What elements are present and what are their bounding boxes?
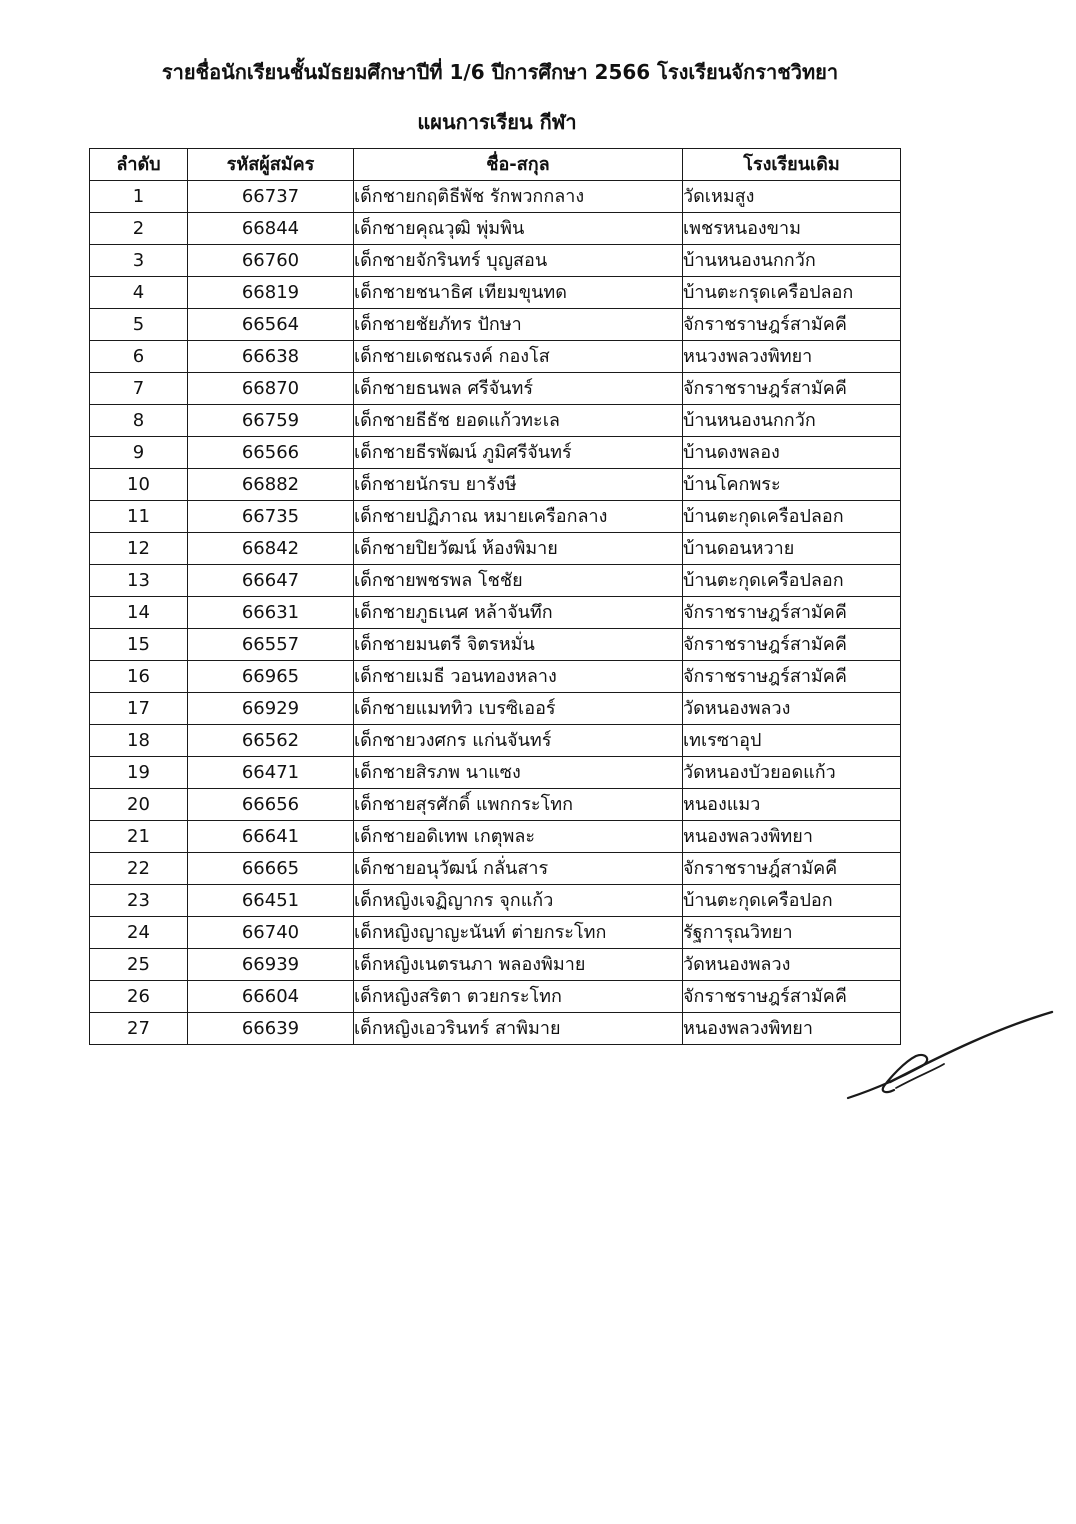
table-row [90,661,901,693]
table-row [90,341,901,373]
cell-no: 18 [90,725,188,757]
cell-applicant-id: 66647 [188,565,354,597]
cell-no: 19 [90,757,188,789]
cell-applicant-id: 66562 [188,725,354,757]
table-row [90,181,901,213]
cell-previous-school: วัดหนองบัวยอดแก้ว [683,757,901,789]
header-full-name: ชื่อ-สกุล [354,149,683,181]
cell-no: 17 [90,693,188,725]
cell-previous-school: เทเรซาอุป [683,725,901,757]
cell-no: 22 [90,853,188,885]
cell-previous-school: บ้านดอนหวาย [683,533,901,565]
table-row [90,597,901,629]
cell-previous-school: จักราชราษฎร์สามัคคี [683,373,901,405]
cell-no: 25 [90,949,188,981]
cell-previous-school: บ้านหนองนกกวัก [683,405,901,437]
cell-full-name: เด็กชายสิรภพ นาแซง [354,757,683,789]
header-applicant-id: รหัสผู้สมัคร [188,149,354,181]
table-row [90,917,901,949]
cell-full-name: เด็กชายภูธเนศ หล้าจันทึก [354,597,683,629]
cell-no: 20 [90,789,188,821]
table-row [90,565,901,597]
cell-no: 21 [90,821,188,853]
table-header-row [90,149,901,181]
table-row [90,725,901,757]
table-row [90,1013,901,1045]
cell-applicant-id: 66639 [188,1013,354,1045]
cell-applicant-id: 66882 [188,469,354,501]
cell-no: 24 [90,917,188,949]
cell-full-name: เด็กชายอดิเทพ เกตุพละ [354,821,683,853]
student-roster-table [89,148,901,1045]
cell-previous-school: รัฐการุณวิทยา [683,917,901,949]
cell-previous-school: บ้านตะกุดเครือปลอก [683,565,901,597]
table-row [90,245,901,277]
cell-no: 23 [90,885,188,917]
cell-previous-school: วัดเหมสูง [683,181,901,213]
cell-no: 9 [90,437,188,469]
table-row [90,885,901,917]
cell-no: 27 [90,1013,188,1045]
table-row [90,309,901,341]
cell-full-name: เด็กชายอนุวัฒน์ กลั่นสาร [354,853,683,885]
cell-applicant-id: 66842 [188,533,354,565]
table-row [90,373,901,405]
cell-full-name: เด็กหญิงสริตา ตวยกระโทก [354,981,683,1013]
cell-no: 2 [90,213,188,245]
cell-previous-school: วัดหนองพลวง [683,693,901,725]
table-body [90,181,901,1045]
cell-full-name: เด็กชายกฤติธีพัช รักพวกกลาง [354,181,683,213]
cell-full-name: เด็กชายปิยวัฒน์ ห้องพิมาย [354,533,683,565]
cell-no: 12 [90,533,188,565]
cell-full-name: เด็กชายเดชณรงค์ กองโส [354,341,683,373]
cell-previous-school: หนองแมว [683,789,901,821]
table-row [90,853,901,885]
cell-applicant-id: 66844 [188,213,354,245]
cell-full-name: เด็กชายวงศกร แก่นจันทร์ [354,725,683,757]
cell-applicant-id: 66737 [188,181,354,213]
cell-applicant-id: 66631 [188,597,354,629]
cell-applicant-id: 66759 [188,405,354,437]
cell-previous-school: วัดหนองพลวง [683,949,901,981]
cell-no: 1 [90,181,188,213]
cell-previous-school: บ้านโคกพระ [683,469,901,501]
table-row [90,693,901,725]
cell-applicant-id: 66735 [188,501,354,533]
cell-full-name: เด็กชายธีรพัฒน์ ภูมิศรีจันทร์ [354,437,683,469]
cell-previous-school: จักราชราษฎร์สามัคคี [683,309,901,341]
table-row [90,629,901,661]
cell-no: 26 [90,981,188,1013]
table-row [90,405,901,437]
cell-full-name: เด็กชายชัยภัทร ปักษา [354,309,683,341]
cell-applicant-id: 66604 [188,981,354,1013]
table-row [90,213,901,245]
document-title: รายชื่อนักเรียนชั้นมัธยมศึกษาปีที่ 1/6 ปีการศึกษา 2566 โรงเรียนจักราชวิทยา [161,60,839,84]
cell-full-name: เด็กหญิงเอวรินทร์ สาพิมาย [354,1013,683,1045]
table-row [90,821,901,853]
cell-full-name: เด็กชายพชรพล โชชัย [354,565,683,597]
cell-applicant-id: 66557 [188,629,354,661]
cell-applicant-id: 66638 [188,341,354,373]
cell-no: 11 [90,501,188,533]
cell-previous-school: บ้านหนองนกกวัก [683,245,901,277]
table-row [90,949,901,981]
header-previous-school: โรงเรียนเดิม [683,149,901,181]
cell-previous-school: บ้านตะกุดเครือปอก [683,885,901,917]
cell-full-name: เด็กชายธีธัช ยอดแก้วทะเล [354,405,683,437]
cell-full-name: เด็กหญิงญาญะนันท์ ต่ายกระโทก [354,917,683,949]
cell-applicant-id: 66641 [188,821,354,853]
table-row [90,501,901,533]
header-no: ลำดับ [90,149,188,181]
cell-full-name: เด็กชายคุณวุฒิ พุ่มพิน [354,213,683,245]
cell-full-name: เด็กหญิงเนตรนภา พลองพิมาย [354,949,683,981]
signature-mark [838,1000,1068,1110]
table-row [90,533,901,565]
cell-previous-school: บ้านตะกุดเครือปลอก [683,501,901,533]
cell-full-name: เด็กหญิงเจฏิญากร จุกแก้ว [354,885,683,917]
cell-applicant-id: 66819 [188,277,354,309]
cell-previous-school: จักราชราษฎ์สามัคคี [683,853,901,885]
cell-applicant-id: 66665 [188,853,354,885]
cell-full-name: เด็กชายเมธี วอนทองหลาง [354,661,683,693]
cell-previous-school: บ้านตะกรุดเครือปลอก [683,277,901,309]
table-row [90,469,901,501]
cell-full-name: เด็กชายปฏิภาณ หมายเครือกลาง [354,501,683,533]
cell-full-name: เด็กชายมนตรี จิตรหมั่น [354,629,683,661]
cell-no: 4 [90,277,188,309]
cell-full-name: เด็กชายนักรบ ยารังษี [354,469,683,501]
table-row [90,437,901,469]
cell-applicant-id: 66566 [188,437,354,469]
cell-no: 3 [90,245,188,277]
table-row [90,981,901,1013]
cell-no: 15 [90,629,188,661]
cell-previous-school: จักราชราษฎร์สามัคคี [683,629,901,661]
cell-no: 16 [90,661,188,693]
cell-full-name: เด็กชายจักรินทร์ บุญสอน [354,245,683,277]
cell-applicant-id: 66564 [188,309,354,341]
cell-no: 14 [90,597,188,629]
cell-previous-school: จักราชราษฎร์สามัคคี [683,597,901,629]
cell-applicant-id: 66929 [188,693,354,725]
cell-previous-school: จักราชราษฎร์สามัคคี [683,661,901,693]
cell-previous-school: หนองพลวงพิทยา [683,821,901,853]
cell-applicant-id: 66965 [188,661,354,693]
cell-full-name: เด็กชายธนพล ศรีจันทร์ [354,373,683,405]
cell-previous-school: บ้านดงพลอง [683,437,901,469]
cell-full-name: เด็กชายชนาธิศ เทียมขุนทด [354,277,683,309]
document-subtitle: แผนการเรียน กีฬา [417,110,577,134]
cell-no: 7 [90,373,188,405]
cell-no: 8 [90,405,188,437]
cell-previous-school: จักราชราษฎร์สามัคคี [683,981,901,1013]
cell-no: 6 [90,341,188,373]
cell-applicant-id: 66760 [188,245,354,277]
cell-no: 10 [90,469,188,501]
table-row [90,789,901,821]
cell-applicant-id: 66939 [188,949,354,981]
cell-applicant-id: 66451 [188,885,354,917]
cell-full-name: เด็กชายสุรศักดิ์ แพกกระโทก [354,789,683,821]
table-row [90,277,901,309]
cell-applicant-id: 66656 [188,789,354,821]
cell-applicant-id: 66740 [188,917,354,949]
cell-previous-school: หนองพลวงพิทยา [683,1013,901,1045]
cell-no: 5 [90,309,188,341]
cell-full-name: เด็กชายแมททิว เบรซิเออร์ [354,693,683,725]
cell-previous-school: เพชรหนองขาม [683,213,901,245]
cell-no: 13 [90,565,188,597]
cell-applicant-id: 66870 [188,373,354,405]
cell-applicant-id: 66471 [188,757,354,789]
table-row [90,757,901,789]
cell-previous-school: หนวงพลวงพิทยา [683,341,901,373]
